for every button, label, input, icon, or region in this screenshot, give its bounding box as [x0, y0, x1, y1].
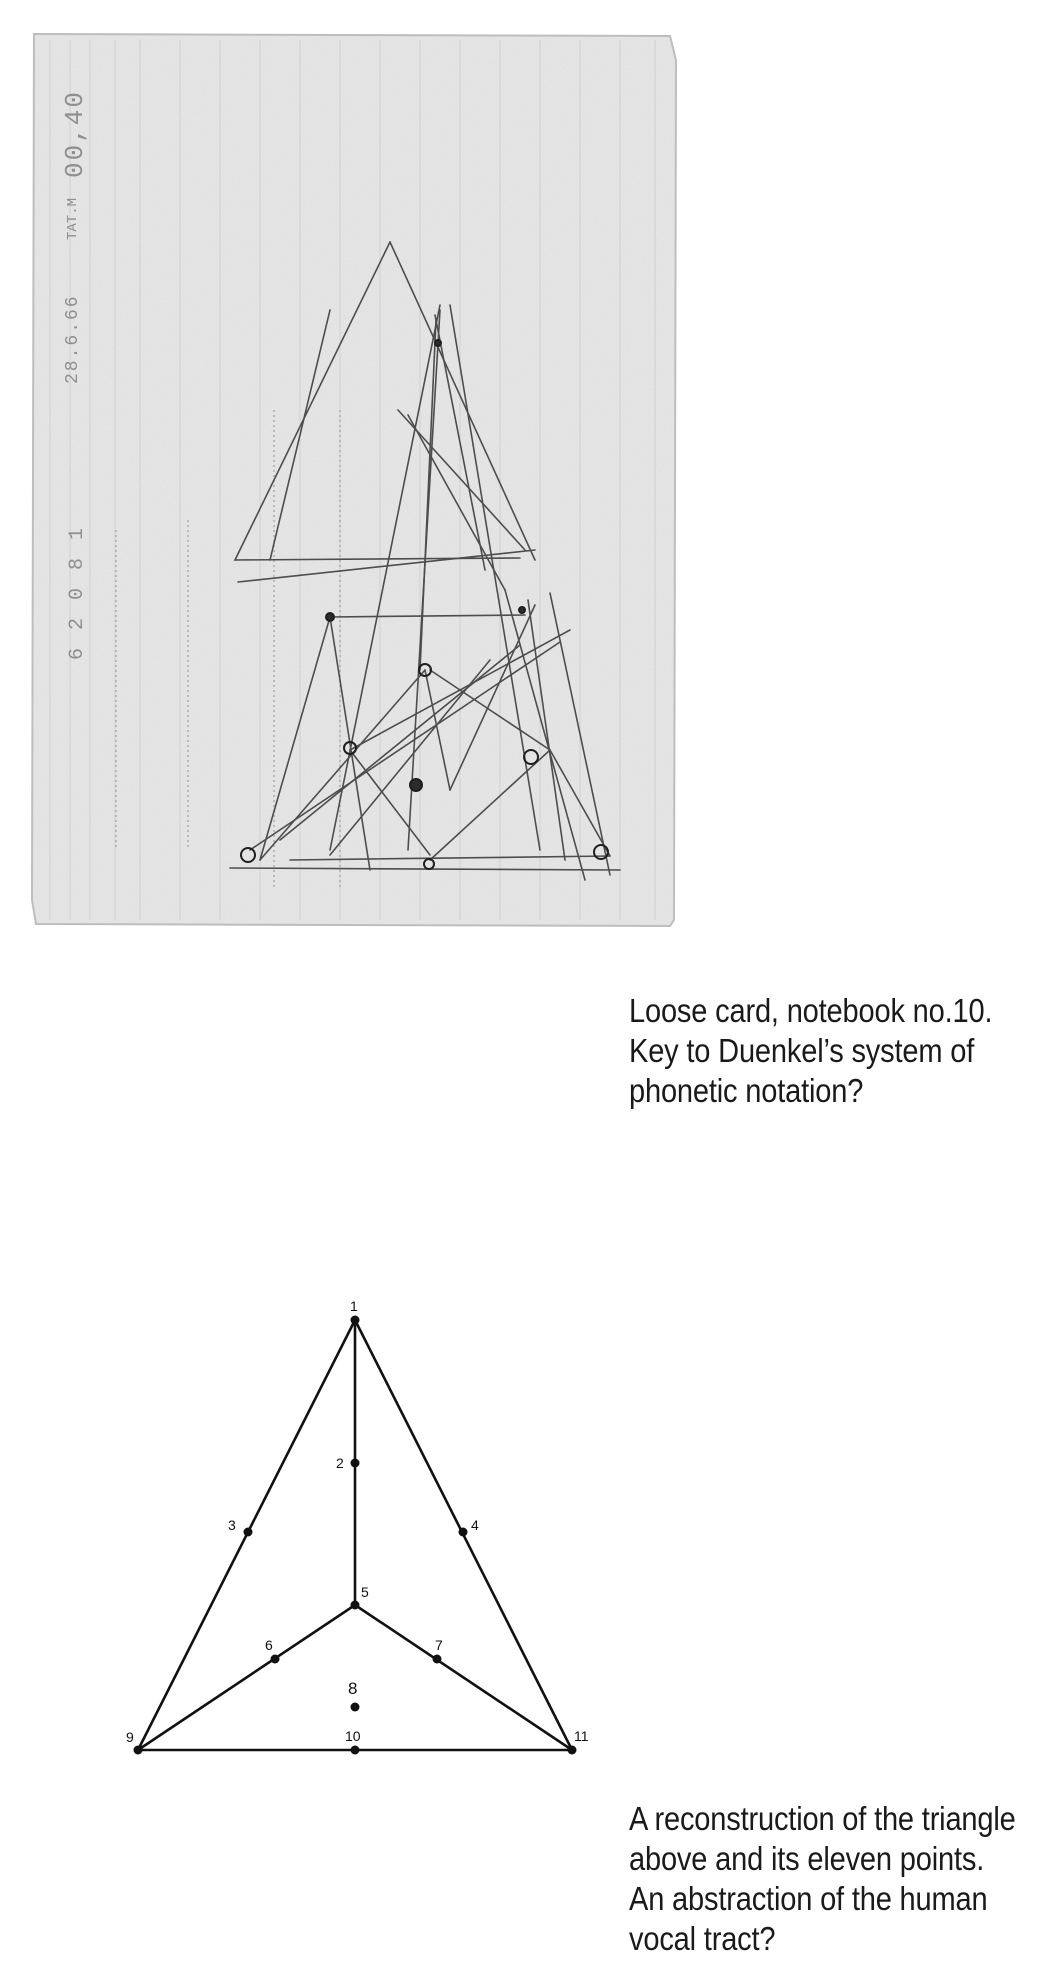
point-10	[351, 1746, 360, 1755]
stamp-date: 28.6.66	[63, 294, 83, 384]
point-8	[351, 1703, 360, 1712]
point-4	[459, 1528, 468, 1537]
point-label-8: 8	[348, 1679, 358, 1698]
point-label-7: 7	[435, 1637, 443, 1653]
caption-bottom	[629, 1799, 1016, 1959]
point-7	[433, 1655, 442, 1664]
stamp-mark: TAT.M	[65, 197, 81, 240]
caption-bottom-line: An abstraction of the human	[629, 1880, 988, 1917]
caption-top-line: phonetic notation?	[629, 1072, 864, 1109]
point-label-2: 2	[336, 1455, 344, 1471]
point-label-1: 1	[350, 1298, 358, 1314]
caption-top-line: Loose card, notebook no.10.	[629, 992, 993, 1029]
point-label-3: 3	[228, 1517, 236, 1533]
point-2	[351, 1459, 360, 1468]
caption-bottom-line: A reconstruction of the triangle	[629, 1800, 1016, 1837]
point-11	[568, 1746, 577, 1755]
point-label-4: 4	[471, 1517, 479, 1533]
point-9	[134, 1746, 143, 1755]
edge	[138, 1605, 358, 1750]
caption-bottom-line: above and its eleven points.	[629, 1840, 985, 1877]
point-1	[351, 1316, 360, 1325]
stamp-code: 6 2 0 8 1	[66, 524, 89, 660]
point-label-9: 9	[126, 1729, 134, 1745]
triangle-diagram	[120, 1290, 600, 1770]
loose-card-photo	[30, 30, 677, 930]
point-6	[271, 1655, 280, 1664]
point-5	[351, 1601, 360, 1610]
caption-bottom-line: vocal tract?	[629, 1920, 776, 1957]
point-label-6: 6	[265, 1637, 273, 1653]
stamp-time: 00,40	[60, 89, 90, 178]
point-label-5: 5	[361, 1584, 369, 1600]
point-label-11: 11	[574, 1728, 589, 1744]
point-3	[244, 1528, 253, 1537]
caption-top	[629, 991, 992, 1111]
point-label-10: 10	[345, 1728, 361, 1744]
edge	[355, 1605, 572, 1750]
caption-top-line: Key to Duenkel’s system of	[629, 1032, 975, 1069]
